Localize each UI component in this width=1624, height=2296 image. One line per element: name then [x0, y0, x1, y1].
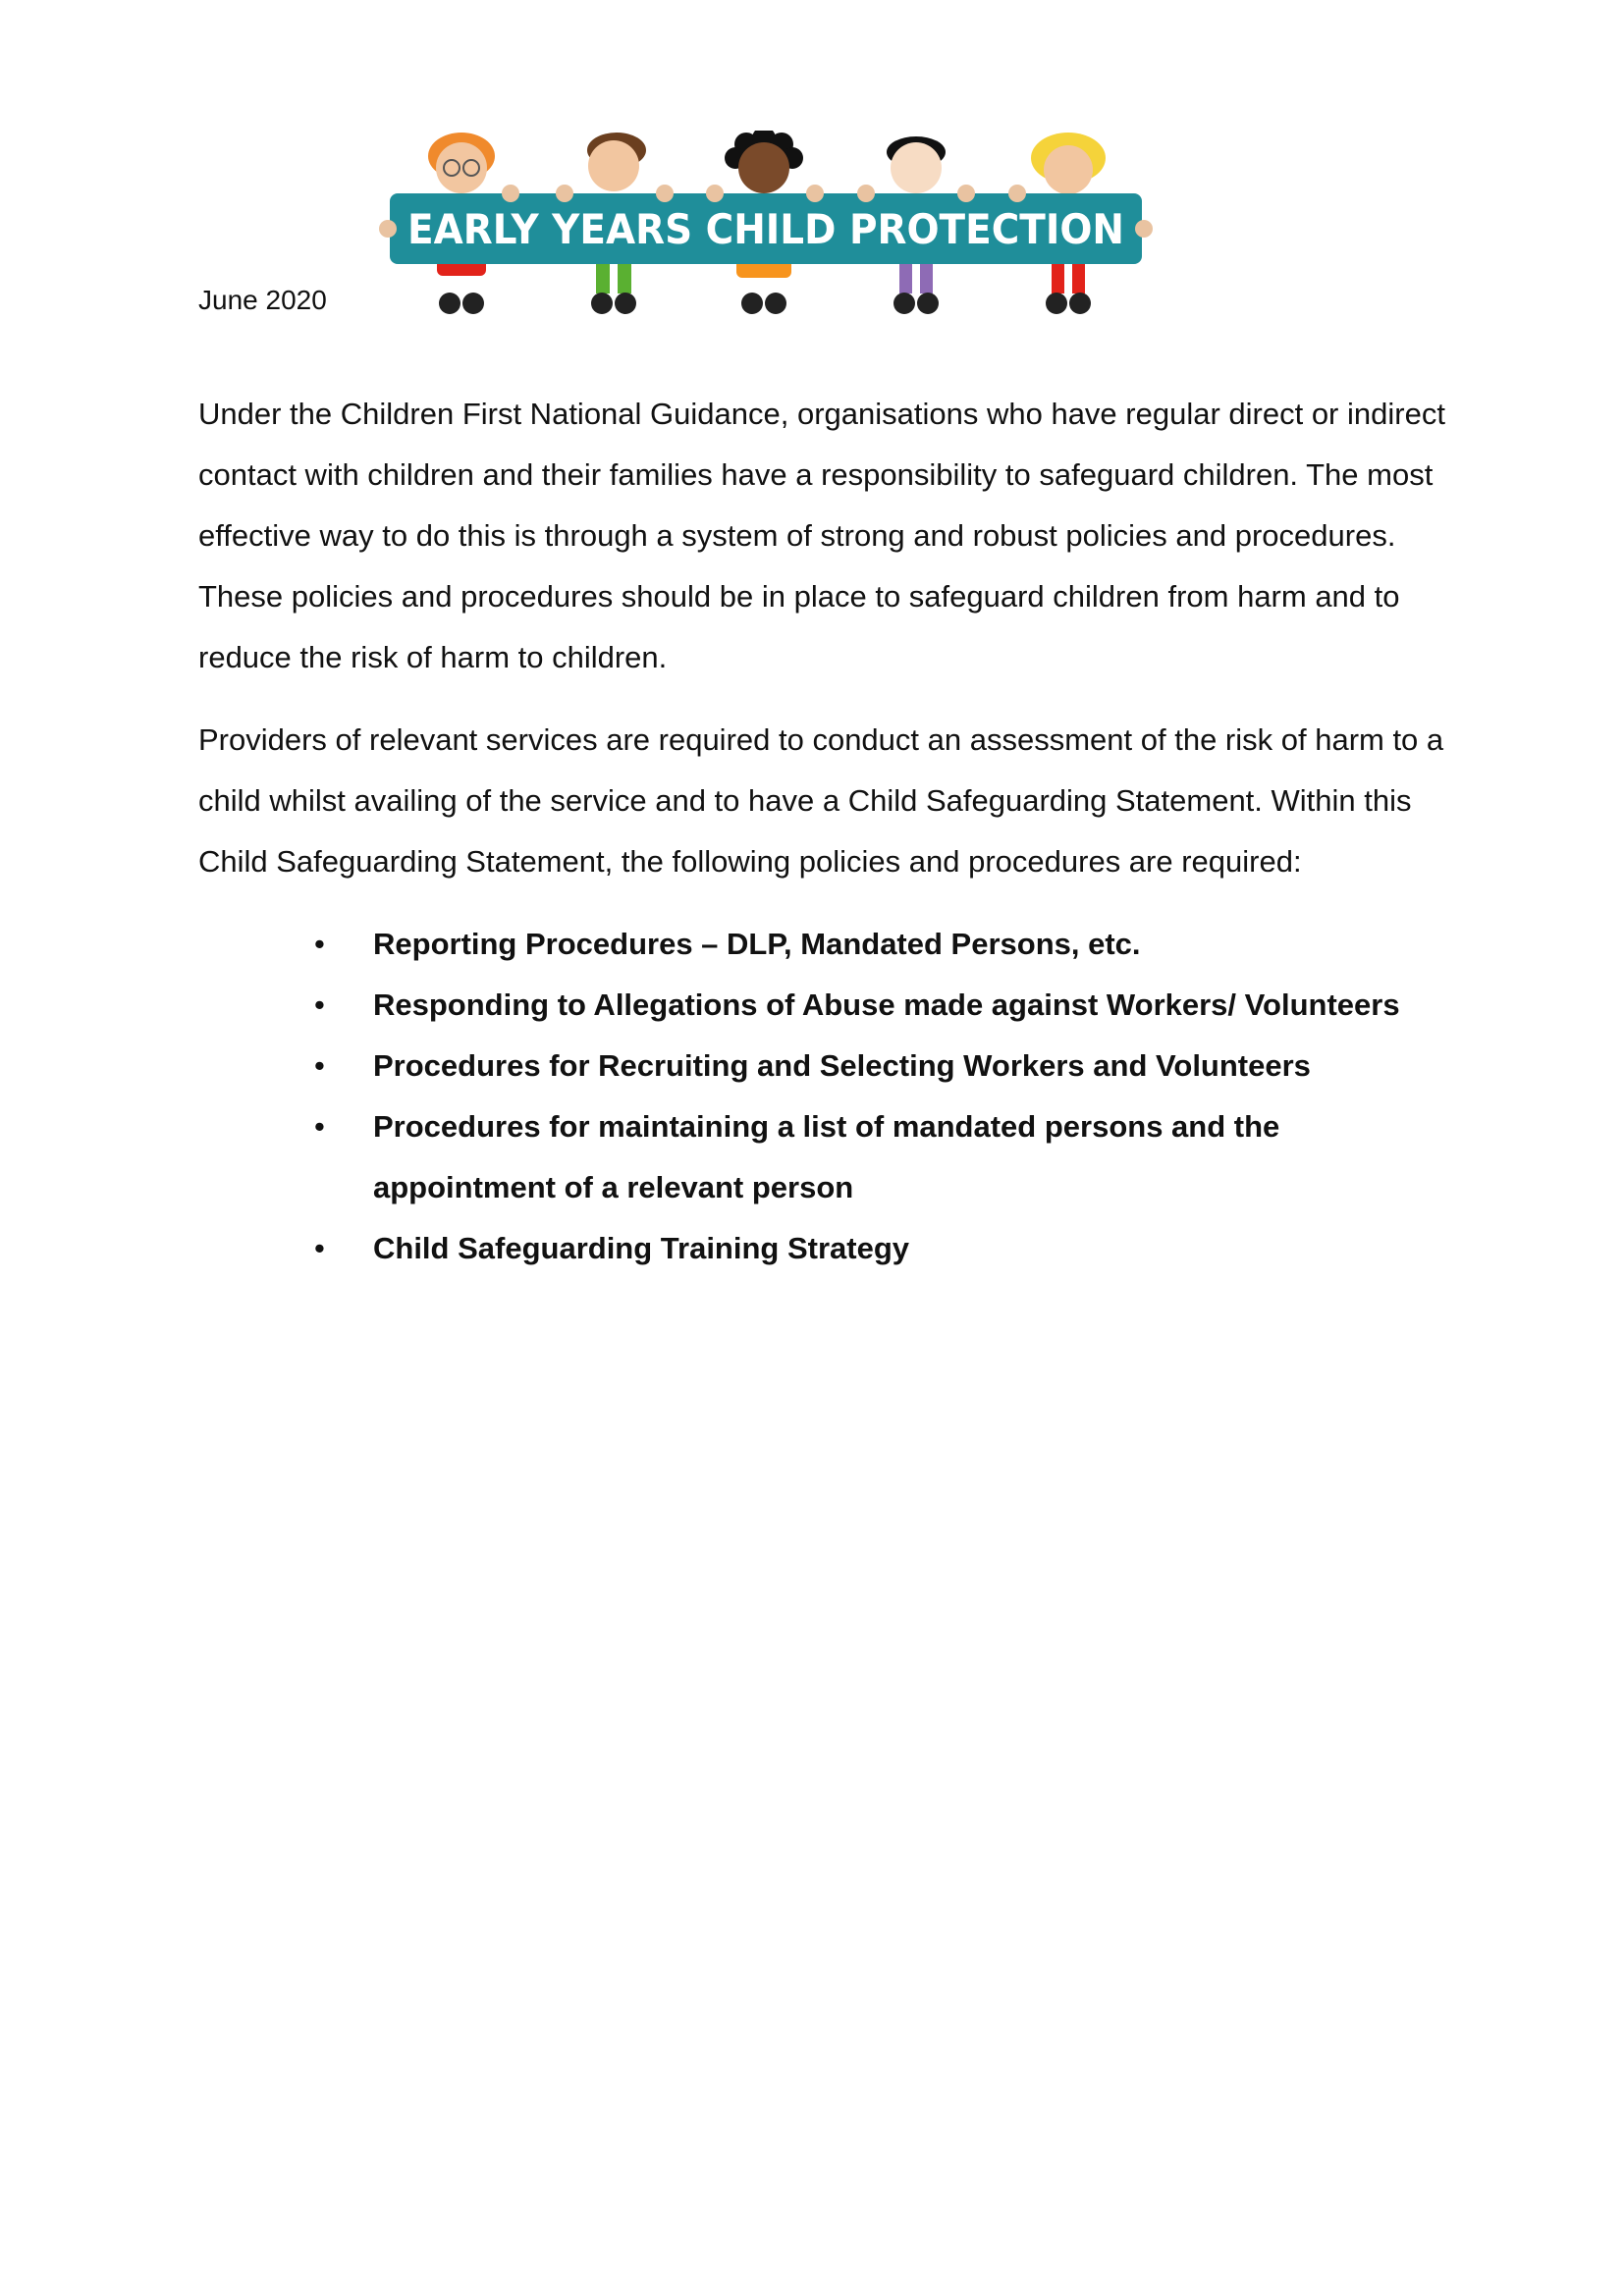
requirements-paragraph: Providers of relevant services are required to conduct an assessment of the risk of harm to a child whilst availing of the service and to have a Child Safeguarding Statement. Within this Child Safeguarding Statement, the following policies and procedures are required:: [198, 722, 1444, 879]
bullet-icon: •: [314, 1109, 325, 1144]
logo-graphic: [378, 131, 1154, 319]
requirement-text: Responding to Allegations of Abuse made against Workers/ Volunteers: [373, 988, 1400, 1022]
list-item: [198, 975, 1465, 1036]
bullet-icon: •: [314, 988, 325, 1022]
bullet-icon: •: [314, 1048, 325, 1083]
requirement-text: Procedures for maintaining a list of mandated persons and the appointment of a relevant person: [373, 1109, 1280, 1204]
early-years-child-protection-logo: [378, 131, 1154, 319]
list-item: [198, 1218, 1465, 1279]
document-date: June 2020: [198, 285, 327, 315]
document-body: [198, 384, 1465, 1279]
intro-paragraph: Under the Children First National Guidance, organisations who have regular direct or indirect contact with children and their families have a responsibility to safeguard children. The most effective way to do this is through a system of strong and robust policies and procedures. These policies and procedures should be in place to safeguard children from harm and to reduce the risk of harm to children.: [198, 397, 1445, 674]
requirement-text: Child Safeguarding Training Strategy: [373, 1231, 910, 1265]
list-item: [198, 1096, 1465, 1218]
requirements-list: [198, 914, 1465, 1279]
bullet-icon: •: [314, 1231, 325, 1265]
logo-text: EARLY YEARS CHILD PROTECTION: [407, 205, 1124, 253]
bullet-icon: •: [314, 927, 325, 961]
requirement-text: Reporting Procedures – DLP, Mandated Persons, etc.: [373, 927, 1141, 961]
list-item: [198, 1036, 1465, 1096]
requirement-text: Procedures for Recruiting and Selecting Workers and Volunteers: [373, 1048, 1311, 1083]
list-item: [198, 914, 1465, 975]
